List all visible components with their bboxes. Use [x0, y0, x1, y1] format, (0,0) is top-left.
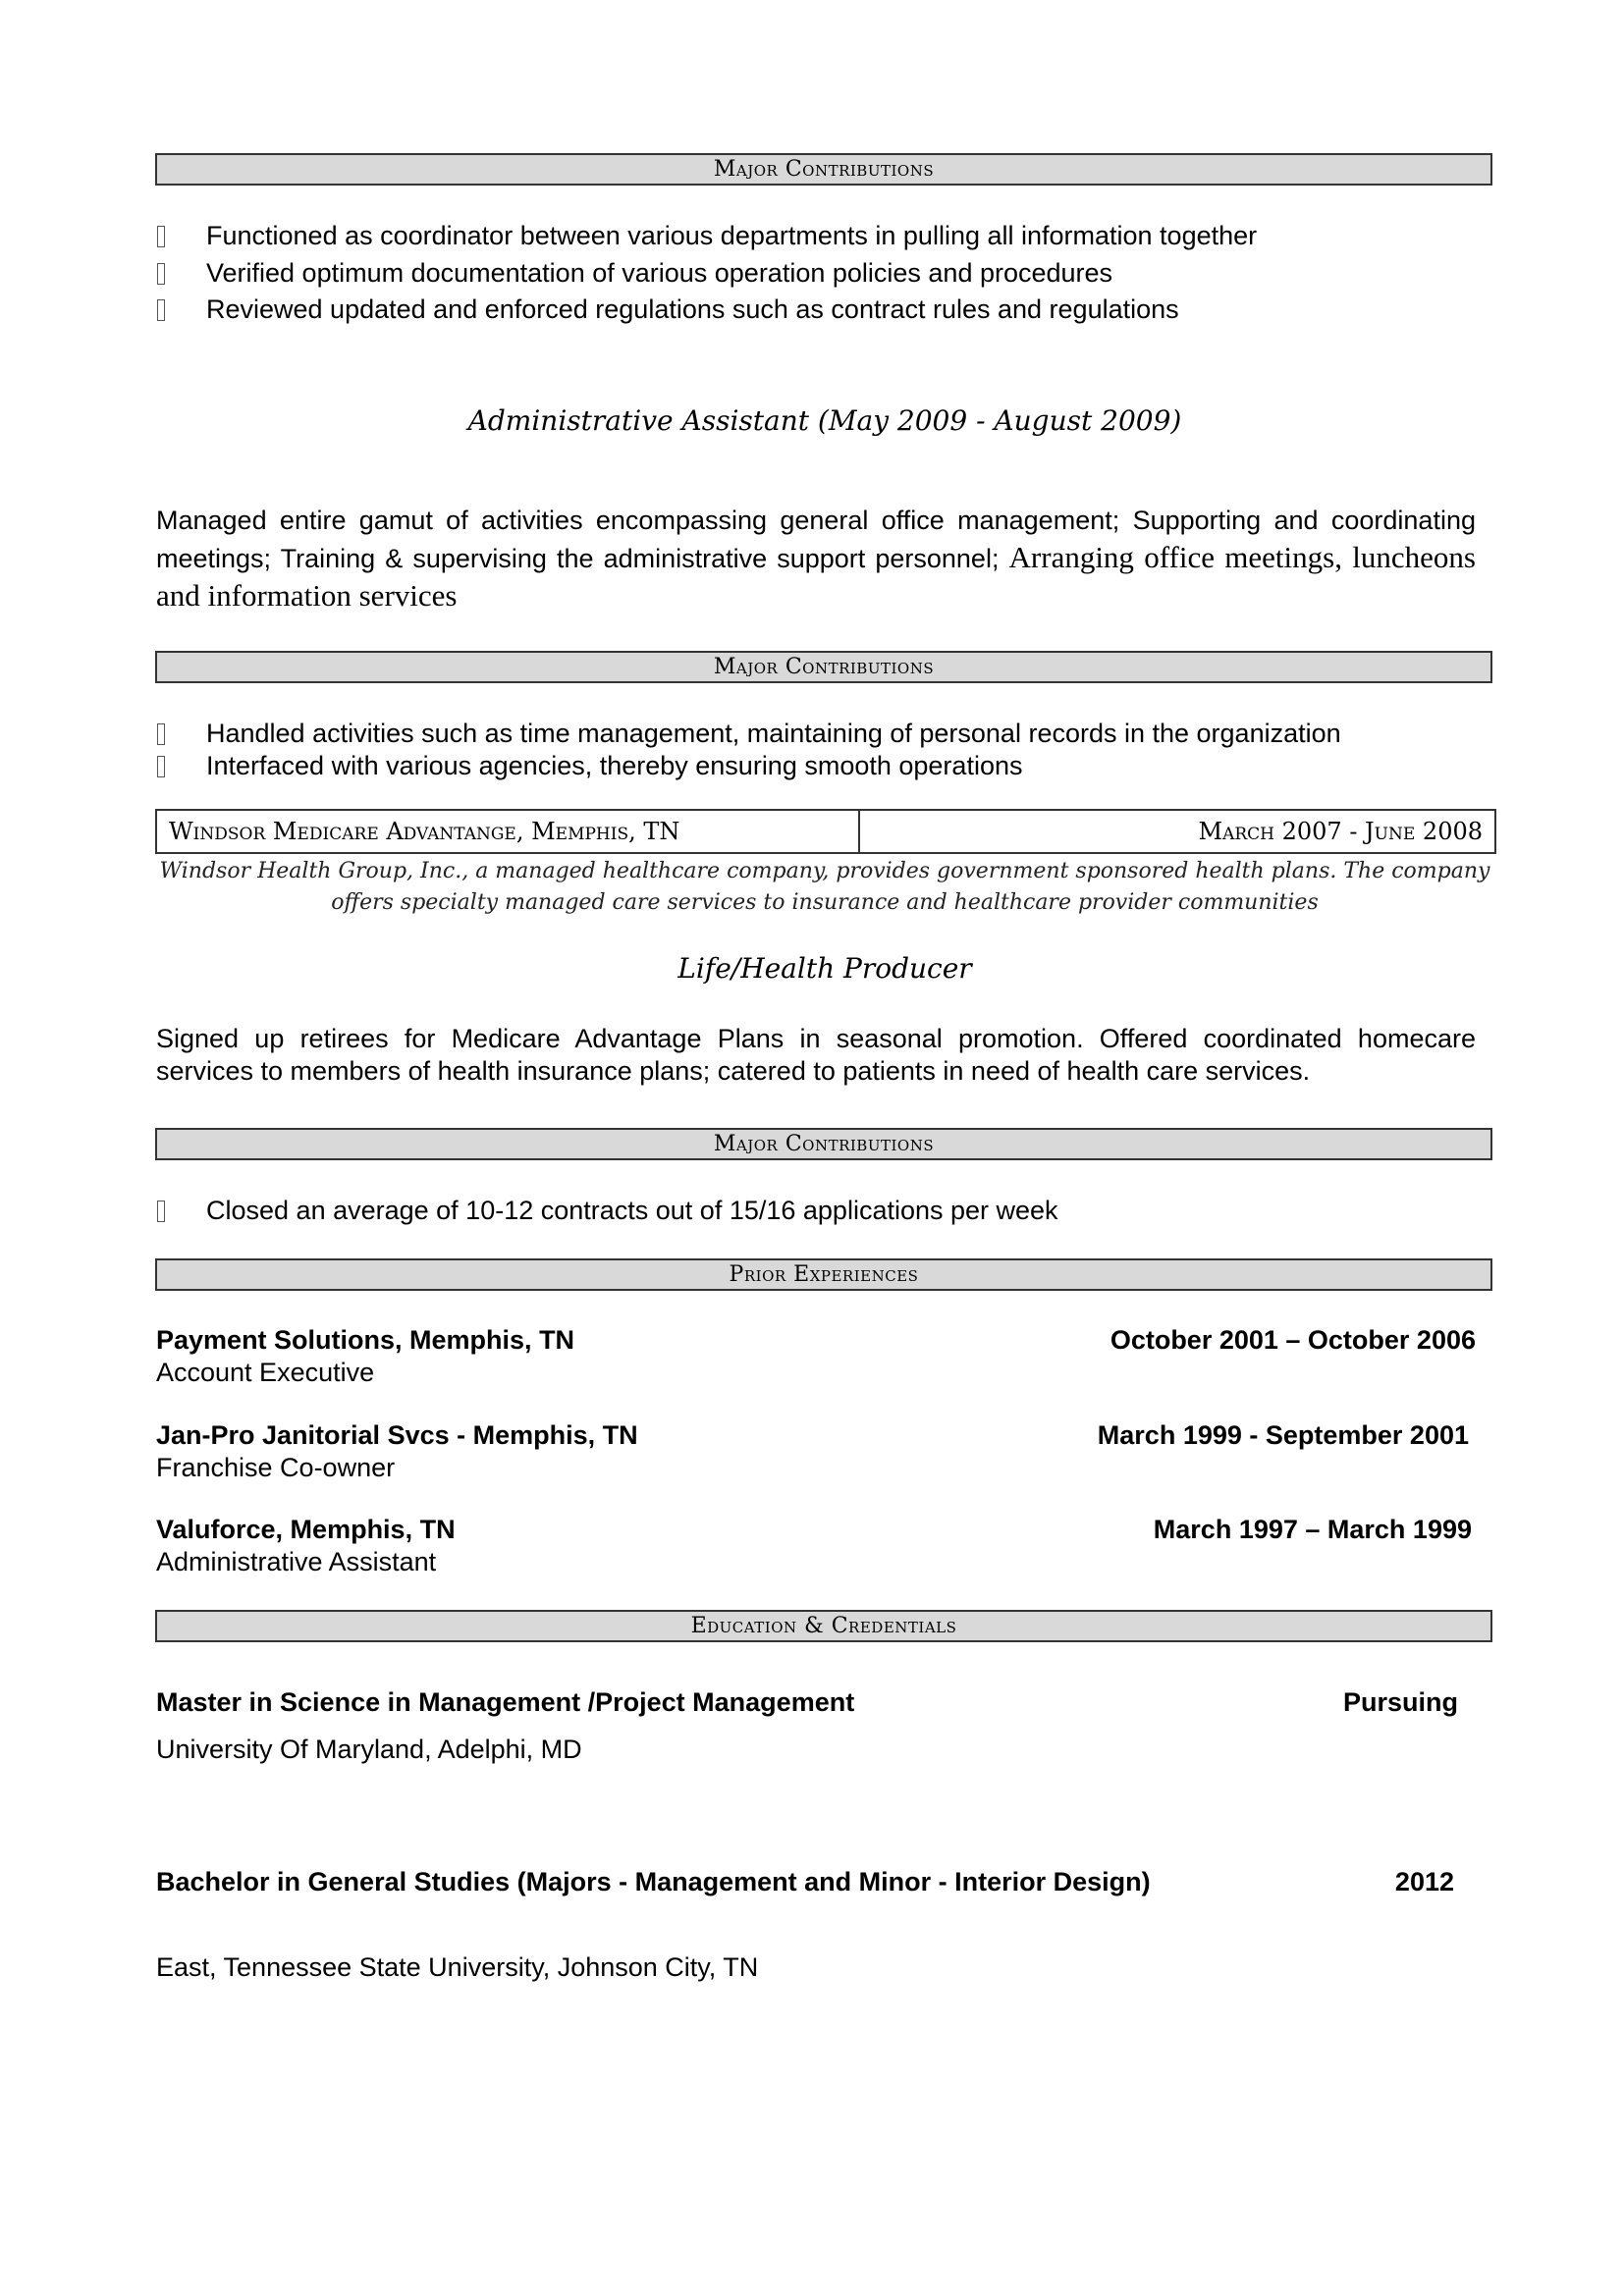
- prior-role: Franchise Co-owner: [156, 1453, 396, 1482]
- section-header-major-contributions: Major Contributions: [155, 153, 1492, 186]
- bullet-text: Closed an average of 10-12 contracts out of 15/16 applications per week: [206, 1196, 1058, 1225]
- degree-status: 2012: [1394, 1867, 1454, 1896]
- bullet-text: Handled activities such as time management, maintaining of personal records in the organization: [206, 719, 1341, 748]
- prior-company: Valuforce, Memphis, TN: [156, 1515, 456, 1544]
- prior-role: Administrative Assistant: [156, 1547, 437, 1576]
- bullet-icon: [157, 263, 165, 285]
- bullet-icon: [157, 299, 165, 321]
- section-header-major-contributions: Major Contributions: [155, 651, 1492, 683]
- section-header-education: Education & Credentials: [155, 1610, 1492, 1642]
- prior-company: Payment Solutions, Memphis, TN: [156, 1325, 575, 1355]
- summary-text-serif: Arranging office meetings, luncheons and information services: [156, 540, 1476, 613]
- school: East, Tennessee State University, Johnson City, TN: [156, 1952, 759, 1982]
- bullet-text: Functioned as coordinator between various departments in pulling all information together: [206, 221, 1258, 250]
- bullet-icon: [157, 723, 165, 745]
- degree: Master in Science in Management /Project Management: [156, 1687, 855, 1717]
- company-description: Windsor Health Group, Inc., a managed healthcare company, provides government sponsored health plans. The company offers specialty managed care services to insurance and healthcare provider communities: [159, 859, 1490, 915]
- summary-text: Managed entire gamut of activities encompassing general office management; Supporting and coordinating meetings; Training & supervising the administrative support personnel;: [156, 506, 1476, 573]
- job-title: Life/Health Producer: [677, 952, 972, 985]
- employer-name: Windsor Medicare Advantange, Memphis, TN: [156, 810, 859, 853]
- bullet-icon: [157, 226, 165, 247]
- prior-role: Account Executive: [156, 1358, 375, 1387]
- employer-table: [155, 809, 1496, 854]
- job-summary: [156, 503, 1476, 615]
- job-summary: Signed up retirees for Medicare Advantage Plans in seasonal promotion. Offered coordinated homecare services to members of health insurance plans; catered to patients in need of health care services.: [156, 1024, 1476, 1086]
- bullet-text: Interfaced with various agencies, thereby ensuring smooth operations: [206, 751, 1023, 780]
- section-header-prior-experiences: Prior Experiences: [155, 1258, 1492, 1291]
- prior-dates: March 1997 – March 1999: [1153, 1515, 1472, 1544]
- employment-dates: March 2007 - June 2008: [859, 810, 1495, 853]
- prior-dates: March 1999 - September 2001: [1097, 1420, 1469, 1450]
- bullet-icon: [157, 756, 165, 777]
- prior-dates: October 2001 – October 2006: [1110, 1325, 1476, 1355]
- job-title: Administrative Assistant (May 2009 - August 2009): [467, 404, 1182, 437]
- bullet-text: Reviewed updated and enforced regulations such as contract rules and regulations: [206, 294, 1179, 324]
- bullet-text: Verified optimum documentation of various operation policies and procedures: [206, 258, 1113, 288]
- degree-status: Pursuing: [1342, 1687, 1458, 1717]
- prior-company: Jan-Pro Janitorial Svcs - Memphis, TN: [156, 1420, 638, 1450]
- bullet-icon: [157, 1201, 165, 1222]
- section-header-major-contributions: Major Contributions: [155, 1128, 1492, 1160]
- degree: Bachelor in General Studies (Majors - Management and Minor - Interior Design): [156, 1867, 1151, 1896]
- school: University Of Maryland, Adelphi, MD: [156, 1735, 582, 1764]
